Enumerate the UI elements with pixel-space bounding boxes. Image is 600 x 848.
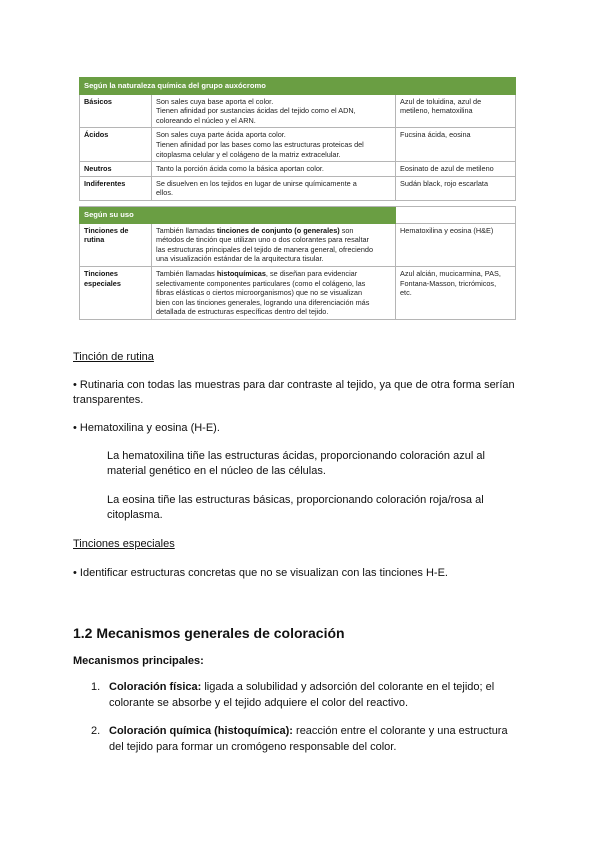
table-row — [80, 162, 516, 177]
example-line: Sudán black, rojo escarlata — [400, 178, 489, 188]
example-line: Azul de toluidina, azul de — [400, 96, 482, 106]
term-line: Tinciones — [84, 268, 118, 278]
desc-line: métodos de tinción que utilizan uno o dos colorantes para resaltar — [156, 235, 369, 245]
row-term: Ácidos — [80, 128, 152, 162]
list-item-text: ligada a solubilidad y adsorción del colorante en el tejido; el — [201, 681, 495, 693]
section-header-usage: Según su uso — [80, 206, 396, 223]
row-term: Neutros — [80, 162, 152, 177]
list-item-number: 2. — [91, 725, 101, 737]
rutina-bullet-line: transparentes. — [73, 394, 144, 406]
table-row — [80, 94, 516, 128]
desc-bold: tinciones de conjunto (o generales) — [216, 225, 340, 235]
desc-line: Tienen afinidad por sustancias ácidas del tejido como el ADN, — [156, 106, 356, 116]
desc-bold: histoquímicas — [216, 268, 266, 278]
row-examples — [396, 128, 516, 162]
stain-classification-table — [79, 77, 516, 320]
list-item-cont: colorante se absorbe y el tejido adquiere el color del reactivo. — [109, 697, 409, 709]
table-section-header — [80, 78, 516, 95]
desc-line: las estructuras principales del tejido de manera general, ofreciendo — [156, 244, 374, 254]
row-examples — [396, 223, 516, 266]
table-section-header — [80, 206, 516, 223]
term-line: rutina — [84, 235, 105, 245]
example-line: etc. — [400, 288, 412, 298]
desc-text: , se diseñan para evidenciar — [265, 268, 358, 278]
especiales-bullet: • Identificar estructuras concretas que no se visualizan con las tinciones H-E. — [73, 567, 448, 579]
row-term: Indiferentes — [80, 176, 152, 200]
table-row — [80, 176, 516, 200]
table-row — [80, 223, 516, 266]
blank-header-cell — [396, 206, 516, 223]
desc-line: Tienen afinidad por las bases como las estructuras proteicas del — [156, 139, 364, 149]
example-line: metileno, hematoxilina — [400, 106, 473, 116]
desc-line: ellos. — [156, 188, 174, 198]
term-line: especiales — [84, 278, 121, 288]
list-item-bold: Coloración física: — [109, 681, 202, 693]
list-item-bold: Coloración química (histoquímica): — [109, 725, 293, 737]
desc-line — [156, 226, 391, 236]
table-row — [80, 128, 516, 162]
mechanisms-subheading: Mecanismos principales: — [73, 655, 204, 667]
desc-line: una visualización estándar de la arquitectura tisular. — [156, 254, 324, 264]
section-heading: 1.2 Mecanismos generales de coloración — [73, 625, 345, 641]
rutina-title: Tinción de rutina — [73, 351, 154, 363]
example-line: Fucsina ácida, eosina — [400, 130, 471, 140]
hematoxilina-line: material genético en el núcleo de las células. — [107, 465, 326, 477]
term-line: Tinciones de — [84, 225, 129, 235]
list-item-line — [109, 723, 508, 739]
desc-line — [156, 269, 391, 279]
list-item-cont: del tejido para formar un cromógeno responsable del color. — [109, 741, 397, 753]
desc-line: bien con las tinciones generales, logrando una diferenciación más — [156, 297, 370, 307]
row-description — [152, 176, 396, 200]
list-item-line — [109, 679, 494, 695]
desc-line: detallada de estructuras específicas dentro del tejido. — [156, 307, 329, 317]
list-item-text: reacción entre el colorante y una estructura — [292, 725, 508, 737]
example-line: Hematoxilina y eosina (H&E) — [400, 225, 494, 235]
list-item-number: 1. — [91, 681, 101, 693]
row-description — [152, 128, 396, 162]
desc-line: selectivamente componentes particulares (como el colágeno, las — [156, 278, 366, 288]
desc-line: fibras elásticas o ciertos microorganismos) que no se visualizan — [156, 288, 363, 298]
he-bullet: • Hematoxilina y eosina (H-E). — [73, 422, 220, 434]
rutina-bullet-line: • Rutinaria con todas las muestras para dar contraste al tejido, ya que de otra forma serían — [73, 379, 515, 391]
desc-text: son — [339, 225, 354, 235]
section-header-chemical: Según la naturaleza química del grupo auxócromo — [80, 78, 516, 95]
desc-text: También llamadas — [156, 225, 217, 235]
desc-line: Se disuelven en los tejidos en lugar de unirse químicamente a — [156, 178, 357, 188]
desc-text: También llamadas — [156, 268, 217, 278]
example-line: Fontana-Masson, tricrómicos, — [400, 278, 497, 288]
hematoxilina-line: La hematoxilina tiñe las estructuras ácidas, proporcionando coloración azul al — [107, 450, 485, 462]
row-description — [152, 266, 396, 319]
row-term — [80, 266, 152, 319]
desc-line: Son sales cuya base aporta el color. — [156, 96, 274, 106]
especiales-title: Tinciones especiales — [73, 538, 175, 550]
row-term: Básicos — [80, 94, 152, 128]
desc-line: coloreando el núcleo y el ARN. — [156, 115, 256, 125]
eosina-line: citoplasma. — [107, 509, 163, 521]
desc-line: Son sales cuya parte ácida aporta color. — [156, 130, 286, 140]
row-examples — [396, 162, 516, 177]
example-line: Azul alcián, mucicarmina, PAS, — [400, 268, 501, 278]
desc-line: Tanto la porción ácida como la básica aportan color. — [156, 164, 324, 174]
row-examples — [396, 266, 516, 319]
row-description — [152, 162, 396, 177]
row-examples — [396, 176, 516, 200]
example-line: Eosinato de azul de metileno — [400, 164, 494, 174]
table-row — [80, 266, 516, 319]
row-term — [80, 223, 152, 266]
desc-line: citoplasma celular y el colágeno de la matriz extracelular. — [156, 149, 341, 159]
row-description — [152, 94, 396, 128]
row-examples — [396, 94, 516, 128]
eosina-line: La eosina tiñe las estructuras básicas, proporcionando coloración roja/rosa al — [107, 494, 484, 506]
row-description — [152, 223, 396, 266]
